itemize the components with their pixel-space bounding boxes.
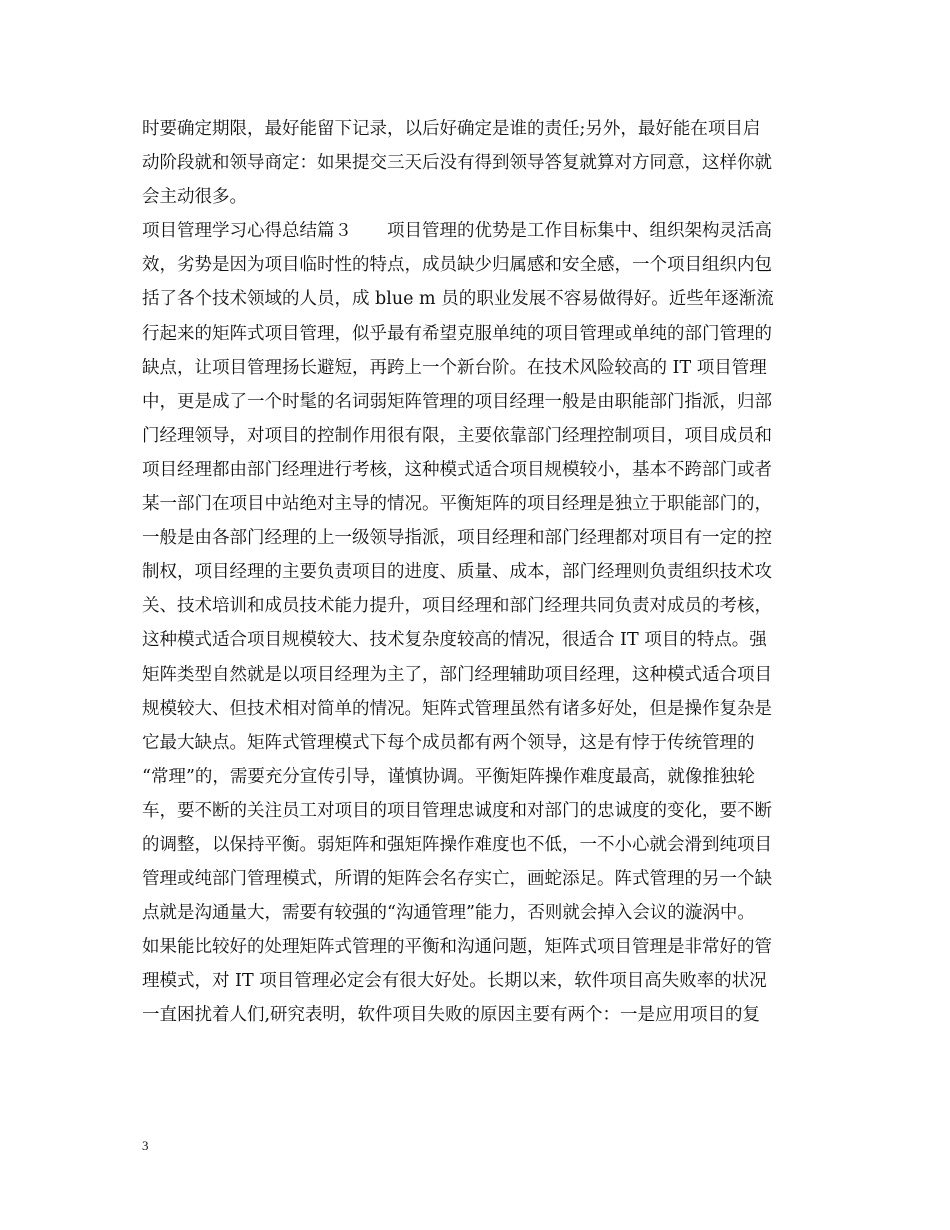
text-line: 车，要不断的关注员工对项目的项目管理忠诚度和对部门的忠诚度的变化，要不断 [142,800,772,821]
text-line: 项目管理学习心得总结篇３ 项目管理的优势是工作目标集中、组织架构灵活高 [142,221,772,242]
text-line: 会主动很多。 [142,187,247,208]
text-line: 括了各个技术领域的人员，成 blue m 员的职业发展不容易做得好。近些年逐渐流 [142,289,774,310]
text-line: “常理”的，需要充分宣传引导，谨慎协调。平衡矩阵操作难度最高，就像推独轮 [142,766,755,787]
text-line: 关、技术培训和成员技术能力提升，项目经理和部门经理共同负责对成员的考核， [142,596,772,617]
text-line: 管理或纯部门管理模式，所谓的矩阵会名存实亡，画蛇添足。阵式管理的另一个缺 [142,869,772,890]
text-line: 点就是沟通量大，需要有较强的“沟通管理”能力，否则就会掉入会议的漩涡中。 [142,903,755,924]
text-line: 行起来的矩阵式项目管理，似乎最有希望克服单纯的项目管理或单纯的部门管理的 [142,323,772,344]
text-line: 动阶段就和领导商定：如果提交三天后没有得到领导答复就算对方同意，这样你就 [142,153,772,174]
text-line: 效，劣势是因为项目临时性的特点，成员缺少归属感和安全感，一个项目组织内包 [142,255,772,276]
text-line: 门经理领导，对项目的控制作用很有限，主要依靠部门经理控制项目，项目成员和 [142,425,772,446]
text-line: 这种模式适合项目规模较大、技术复杂度较高的情况，很适合 IT 项目的特点。强 [142,630,767,651]
text-line: 的调整，以保持平衡。弱矩阵和强矩阵操作难度也不低，一不小心就会滑到纯项目 [142,834,772,855]
text-line: 一般是由各部门经理的上一级领导指派，项目经理和部门经理都对项目有一定的控 [142,528,772,549]
document-body [142,112,822,1033]
text-line: 规模较大、但技术相对简单的情况。矩阵式管理虽然有诸多好处，但是操作复杂是 [142,698,772,719]
page-number: 3 [142,1138,149,1153]
text-line: 一直困扰着人们,研究表明，软件项目失败的原因主要有两个：一是应用项目的复 [142,1005,761,1026]
text-line: 矩阵类型自然就是以项目经理为主了，部门经理辅助项目经理，这种模式适合项目 [142,664,772,685]
text-line: 如果能比较好的处理矩阵式管理的平衡和沟通问题，矩阵式项目管理是非常好的管 [142,937,772,958]
text-line: 时要确定期限，最好能留下记录，以后好确定是谁的责任;另外，最好能在项目启 [142,119,761,139]
text-line: 它最大缺点。矩阵式管理模式下每个成员都有两个领导，这是有悖于传统管理的 [142,732,755,753]
text-line: 缺点，让项目管理扬长避短，再跨上一个新台阶。在技术风险较高的 IT 项目管理 [142,357,767,378]
text-line: 项目经理都由部门经理进行考核，这种模式适合项目规模较小，基本不跨部门或者 [142,459,772,480]
text-line: 制权，项目经理的主要负责项目的进度、质量、成本，部门经理则负责组织技术攻 [142,562,772,583]
text-line: 某一部门在项目中站绝对主导的情况。平衡矩阵的项目经理是独立于职能部门的， [142,494,772,515]
text-line: 中，更是成了一个时髦的名词弱矩阵管理的项目经理一般是由职能部门指派，归部 [142,391,772,412]
text-line: 理模式，对 IT 项目管理必定会有很大好处。长期以来，软件项目高失败率的状况 [142,971,767,992]
